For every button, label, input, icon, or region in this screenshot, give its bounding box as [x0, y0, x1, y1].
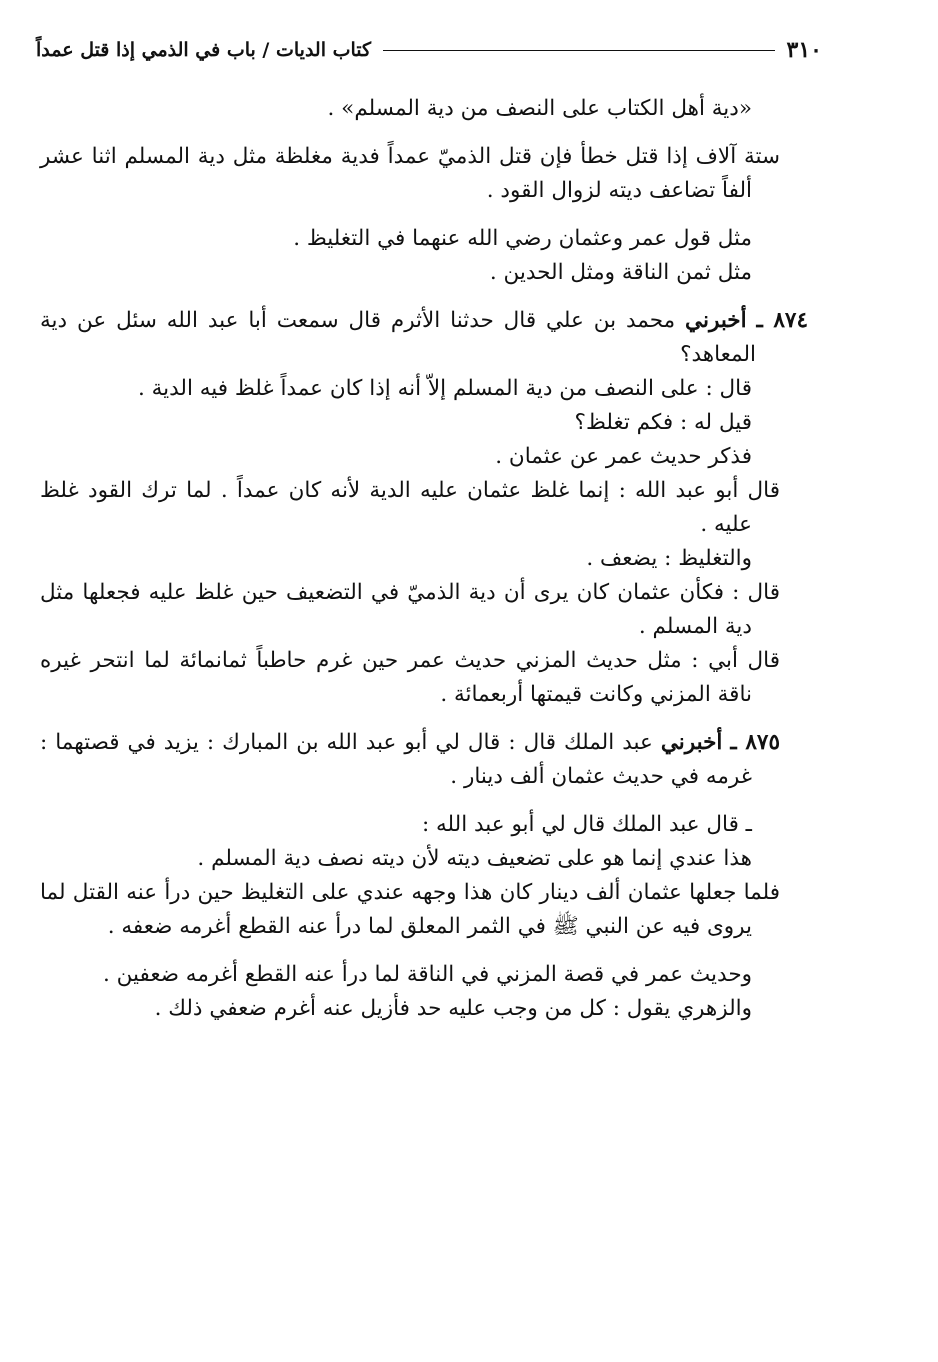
- paragraph: مثل ثمن الناقة ومثل الحدين .: [489, 260, 752, 285]
- narration-874: [40, 304, 814, 372]
- paragraph: فلما جعلها عثمان ألف دينار كان هذا وجهه عندي على التغليظ حين درأ عنه القتل لما يروى فيه عن النبي ﷺ في الثمر المعلق لما درأ عنه القطع أغرمه ضعفه .: [40, 880, 780, 939]
- page-header: [36, 30, 822, 70]
- narration-text: محمد بن علي قال حدثنا الأثرم قال سمعت أبا عبد الله سئل عن دية المعاهد؟: [40, 308, 756, 367]
- paragraph: قال أبو عبد الله : إنما غلظ عثمان عليه الدية لأنه كان عمداً . لما ترك القود غلظ عليه .: [40, 478, 780, 537]
- quote-paragraph: «دية أهل الكتاب على النصف من دية المسلم» .: [327, 96, 752, 121]
- paragraph: والتغليظ : يضعف .: [586, 546, 752, 571]
- paragraph: فذكر حديث عمر عن عثمان .: [495, 444, 752, 469]
- paragraph: قيل له : فكم تغلظ؟: [574, 410, 752, 435]
- paragraph: ستة آلاف إذا قتل خطأ فإن قتل الذميّ عمداً فدية مغلظة مثل دية المسلم اثنا عشر ألفاً تضاعف ديته لزوال القود .: [40, 144, 780, 203]
- page-number: ٣١٠: [786, 37, 822, 63]
- paragraph: ـ قال عبد الملك قال لي أبو عبد الله :: [421, 812, 752, 837]
- paragraph: مثل قول عمر وعثمان رضي الله عنهما في التغليظ .: [293, 226, 752, 251]
- paragraph: هذا عندي إنما هو على تضعيف ديته لأن ديته نصف دية المسلم .: [197, 846, 752, 871]
- paragraph: قال : على النصف من دية المسلم إلاّ أنه إذا كان عمداً غلظ فيه الدية .: [137, 376, 752, 401]
- header-rule: [383, 50, 774, 51]
- narration-lead: أخبرني: [660, 730, 723, 755]
- paragraph: والزهري يقول : كل من وجب عليه حد فأزيل عنه أغرم ضعفي ذلك .: [154, 996, 752, 1021]
- narration-lead: أخبرني: [685, 308, 747, 333]
- narration-number: ٨٧٥ ـ: [730, 730, 780, 755]
- narration-number: ٨٧٤ ـ: [756, 308, 808, 333]
- narration-875: [40, 726, 814, 794]
- paragraph: قال أبي : مثل حديث المزني حديث عمر حين غرم حاطباً ثمانمائة لما انتحر غيره ناقة المزني وكانت قيمتها أربعمائة .: [40, 648, 780, 707]
- body-text: [40, 92, 814, 1026]
- paragraph: قال : فكأن عثمان كان يرى أن دية الذميّ في التضعيف حين غلظ عليه فجعلها مثل دية المسلم .: [40, 580, 780, 639]
- narration-text: عبد الملك قال : قال لي أبو عبد الله بن المبارك : يزيد في قصتهما : غرمه في حديث عثمان ألف دينار .: [40, 730, 752, 789]
- paragraph: وحديث عمر في قصة المزني في الناقة لما درأ عنه القطع أغرمه ضعفين .: [102, 962, 752, 987]
- running-title: كتاب الديات / باب في الذمي إذا قتل عمداً: [36, 39, 372, 61]
